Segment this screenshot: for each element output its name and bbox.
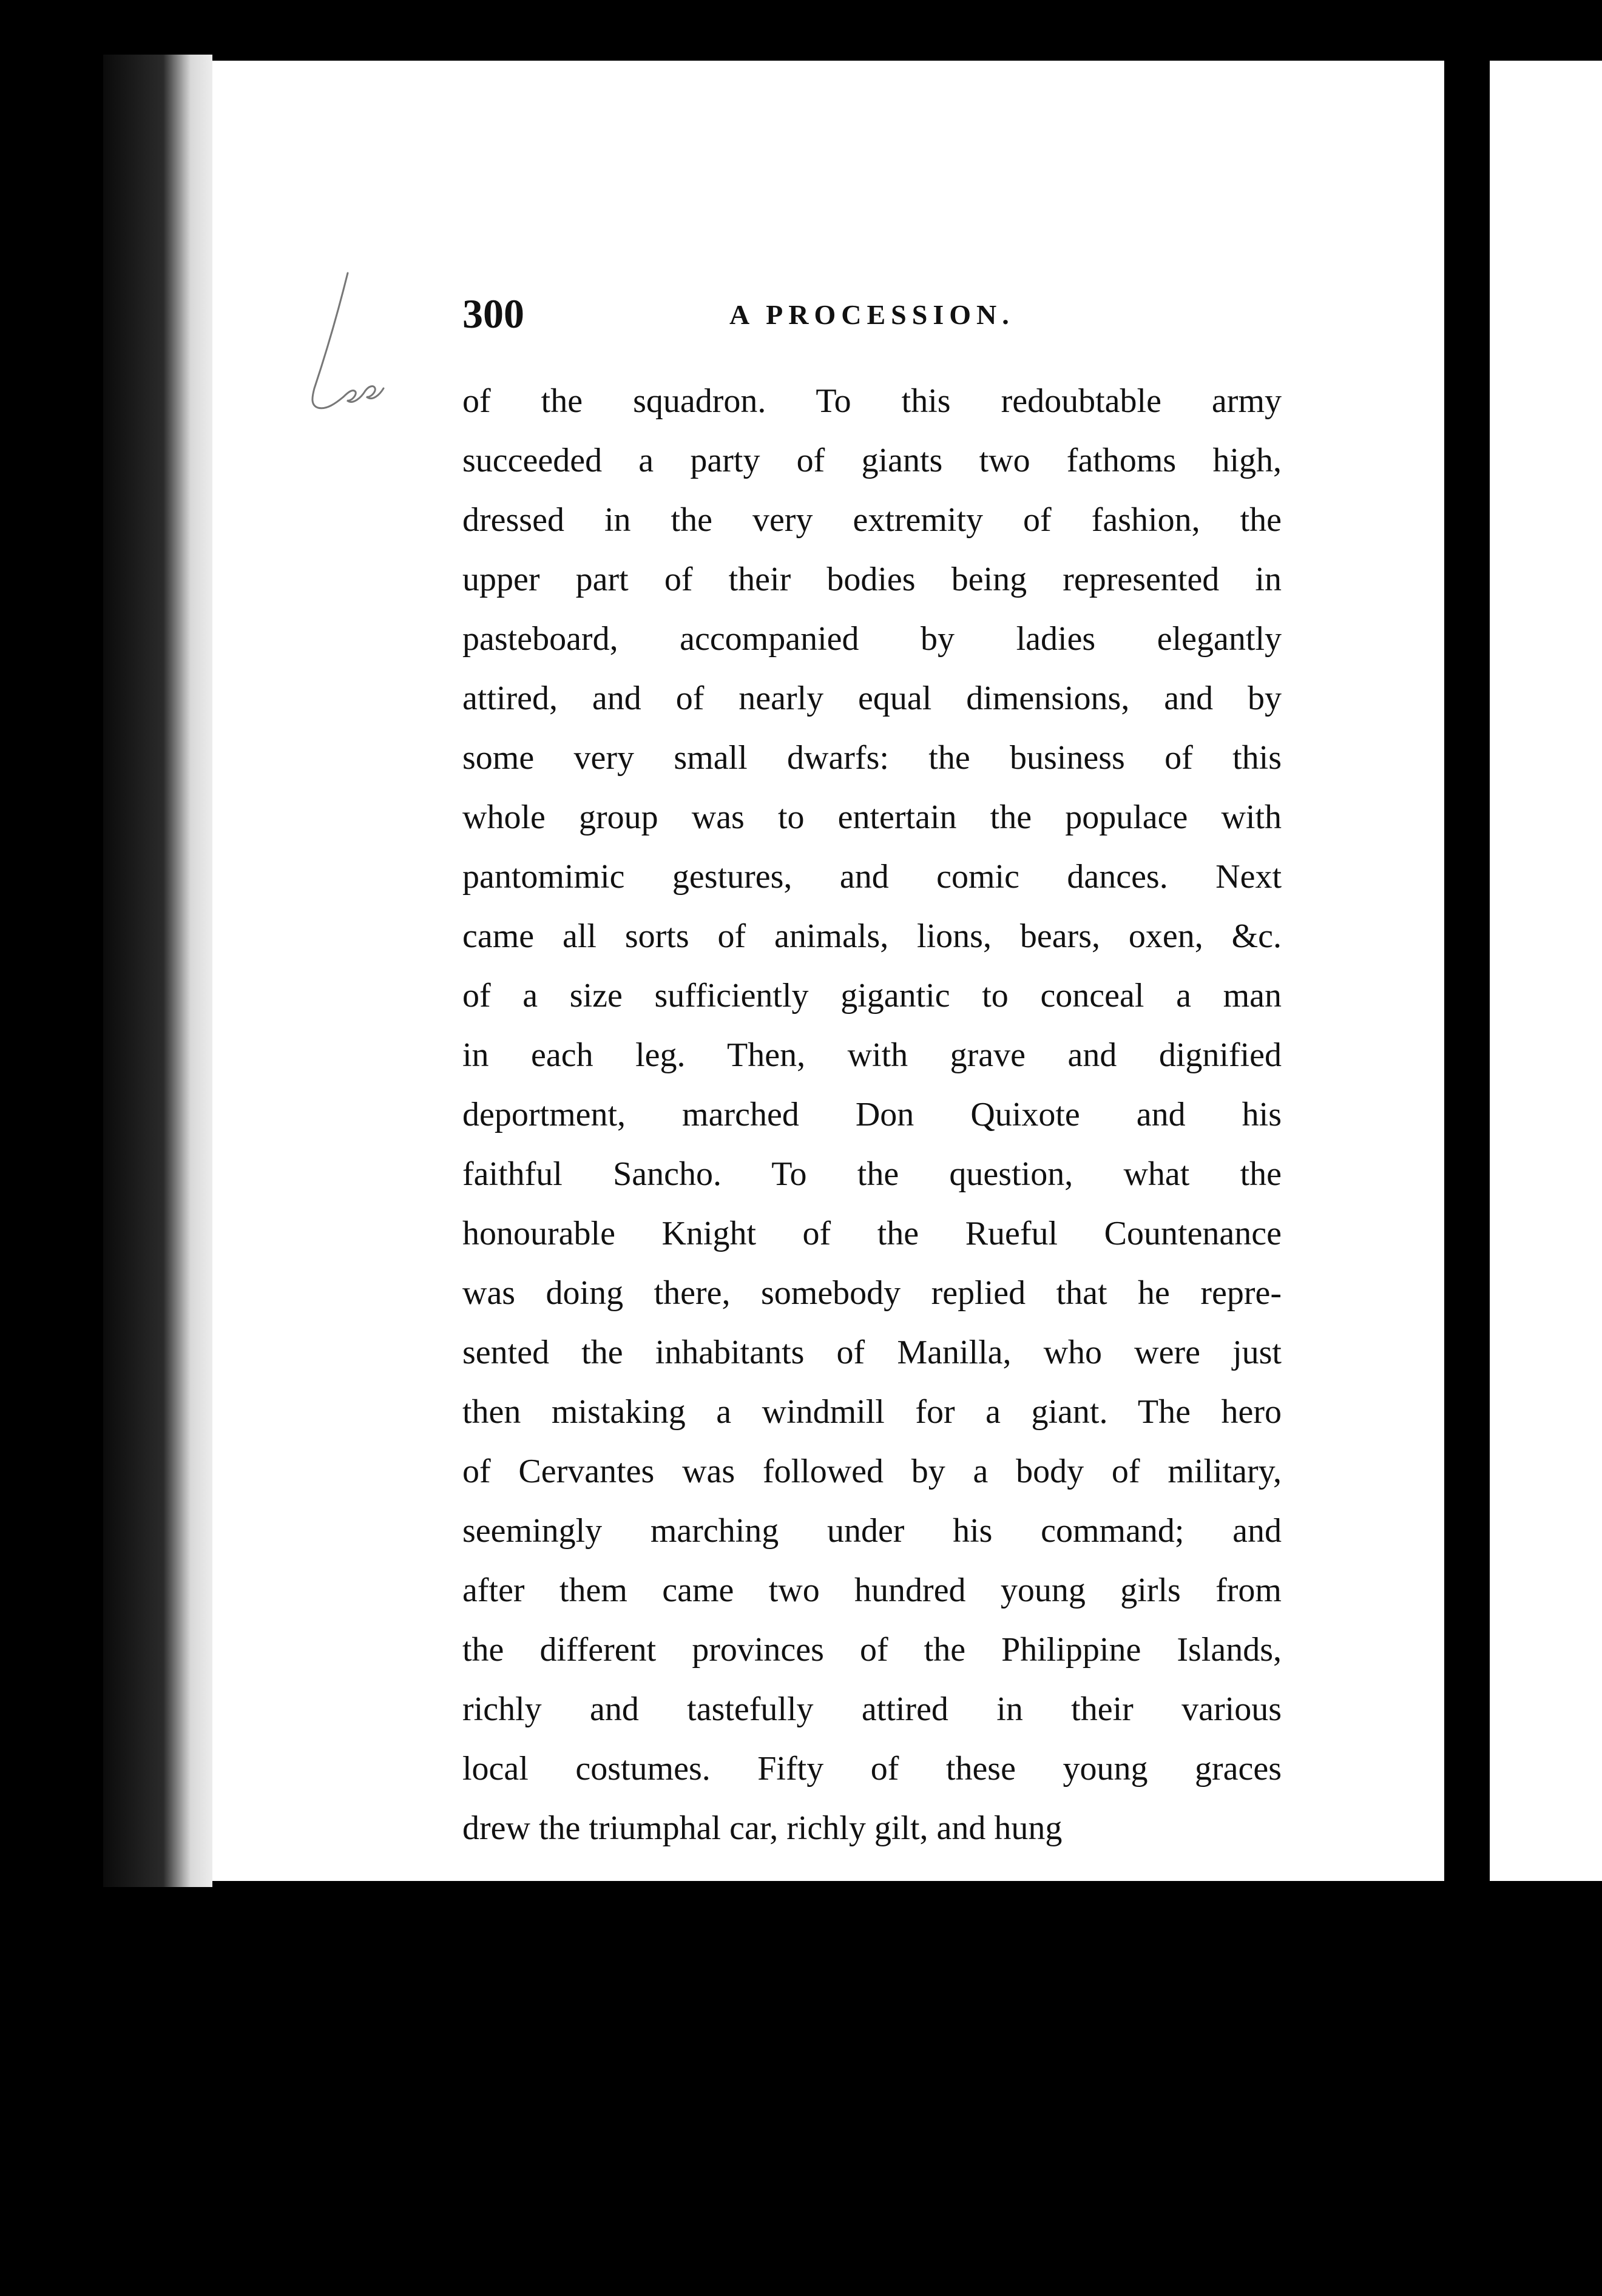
text-line: the different provinces of the Philippine Islands, [462,1631,1282,1669]
text-line: dressed in the very extremity of fashion, the [462,501,1282,539]
text-line: drew the triumphal car, richly gilt, and hung [462,1809,1063,1847]
text-line: of Cervantes was followed by a body of military, [462,1453,1282,1490]
text-line: was doing there, somebody replied that he repre- [462,1274,1282,1312]
text-line: upper part of their bodies being represented in [462,561,1282,598]
text-line: honourable Knight of the Rueful Countenance [462,1215,1282,1252]
facing-page-edge [1490,61,1602,1881]
text-line: attired, and of nearly equal dimensions, and by [462,680,1282,717]
handwritten-margin-note [290,267,387,425]
text-line: seemingly marching under his command; and [462,1512,1282,1550]
text-line: succeeded a party of giants two fathoms high, [462,442,1282,479]
text-line: sented the inhabitants of Manilla, who were just [462,1334,1282,1371]
book-spine-edge [103,55,212,1887]
running-head: A PROCESSION. [729,299,1015,330]
text-line: some very small dwarfs: the business of this [462,739,1282,777]
text-line: came all sorts of animals, lions, bears, oxen, &c. [462,917,1282,955]
text-line: pantomimic gestures, and comic dances. Next [462,858,1282,896]
text-line: after them came two hundred young girls from [462,1572,1282,1609]
text-line: local costumes. Fifty of these young graces [462,1750,1282,1788]
text-line: of a size sufficiently gigantic to conceal a man [462,977,1282,1015]
text-line: richly and tastefully attired in their various [462,1690,1282,1728]
text-line: then mistaking a windmill for a giant. The hero [462,1393,1282,1431]
text-line: faithful Sancho. To the question, what the [462,1155,1282,1193]
text-line: in each leg. Then, with grave and dignified [462,1036,1282,1074]
text-line: of the squadron. To this redoubtable army [462,382,1282,420]
body-text [462,371,1282,1858]
page-header [462,290,1282,345]
text-line: pasteboard, accompanied by ladies elegantly [462,620,1282,658]
text-line: whole group was to entertain the populace with [462,799,1282,836]
page-number: 300 [462,291,524,337]
text-line: deportment, marched Don Quixote and his [462,1096,1282,1133]
